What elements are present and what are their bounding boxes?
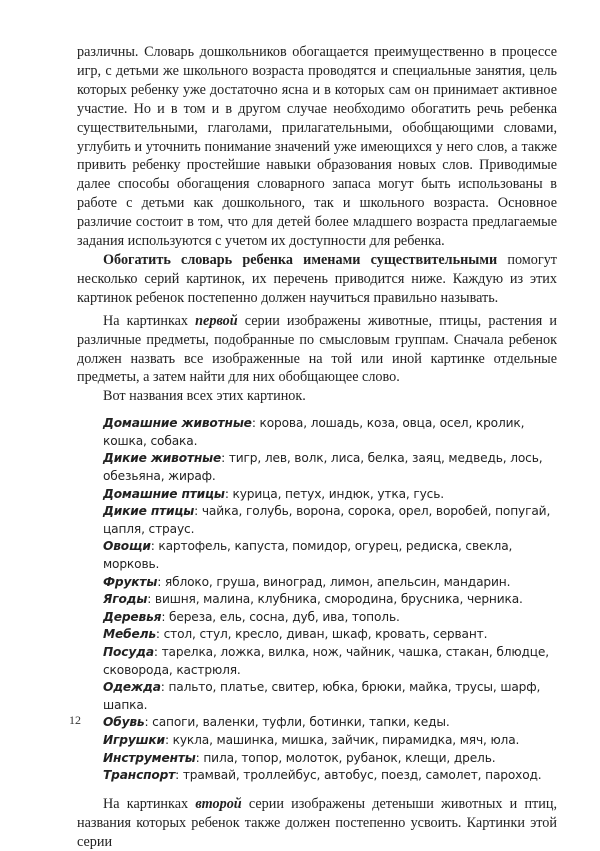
category-list xyxy=(77,415,557,784)
body-text-tail xyxy=(77,795,557,851)
category-name: Овощи xyxy=(103,539,151,554)
body-text xyxy=(77,43,557,406)
category-name: Деревья xyxy=(103,609,162,624)
category-items: : кукла, машинка, мишка, зайчик, пирамидка, мяч, юла. xyxy=(164,732,520,747)
second-series-lead: На картинках xyxy=(103,795,196,812)
first-series-text: серии изображены животные, птицы, растения и различные предметы, подобранные по смысловым группам. Сначала ребенок должен назвать все изображенные на той или иной картинке отдельные предметы, а затем найти для них обобщающее слово. xyxy=(77,312,557,386)
category-items: : корова, лошадь, коза, овца, осел, кролик, кошка, собака. xyxy=(103,416,525,448)
paragraph-nouns xyxy=(77,251,557,308)
category-line xyxy=(103,679,557,714)
page-number: 12 xyxy=(69,713,81,727)
nouns-text: помогут несколько серий картинок, их перечень приводится ниже. Каждую из этих картинок ребенок постепенно должен научиться правильно называть. xyxy=(77,251,557,306)
category-line xyxy=(103,750,557,768)
category-items: : пальто, платье, свитер, юбка, брюки, майка, трусы, шарф, шапка. xyxy=(103,680,541,712)
category-name: Игрушки xyxy=(103,732,165,747)
category-line xyxy=(103,415,557,450)
category-name: Ягоды xyxy=(103,592,148,607)
category-items: : береза, ель, сосна, дуб, ива, тополь. xyxy=(161,609,400,624)
category-name: Обувь xyxy=(103,715,145,730)
category-name: Домашние птицы xyxy=(103,486,225,501)
category-line xyxy=(103,767,557,785)
category-items: : чайка, голубь, ворона, сорока, орел, воробей, попугай, цапля, страус. xyxy=(103,504,551,536)
category-items: : пила, топор, молоток, рубанок, клещи, дрель. xyxy=(195,750,496,765)
page-content xyxy=(77,43,557,851)
category-name: Дикие птицы xyxy=(103,504,195,519)
category-items: : стол, стул, кресло, диван, шкаф, кровать, сервант. xyxy=(155,627,488,642)
category-name: Транспорт xyxy=(103,768,176,783)
first-series-emphasis: первой xyxy=(195,312,238,329)
category-items: : трамвай, троллейбус, автобус, поезд, самолет, пароход. xyxy=(175,768,542,783)
category-name: Инструменты xyxy=(103,750,196,765)
category-line xyxy=(103,609,557,627)
category-items: : вишня, малина, клубника, смородина, брусника, черника. xyxy=(147,592,523,607)
category-line xyxy=(103,714,557,732)
first-series-lead: На картинках xyxy=(103,312,196,329)
second-series-text: серии изображены детеныши животных и птиц, названия которых ребенок также должен постепенно усвоить. Картинки этой серии xyxy=(77,795,557,850)
second-series-emphasis: второй xyxy=(195,795,242,812)
paragraph-names-intro: Вот названия всех этих картинок. xyxy=(103,388,306,405)
category-name: Мебель xyxy=(103,627,156,642)
category-line xyxy=(103,486,557,504)
category-line xyxy=(103,503,557,538)
category-items: : яблоко, груша, виноград, лимон, апельсин, мандарин. xyxy=(157,574,511,589)
category-items: : тигр, лев, волк, лиса, белка, заяц, медведь, лось, обезьяна, жираф. xyxy=(103,451,543,483)
category-name: Посуда xyxy=(103,644,154,659)
category-line xyxy=(103,732,557,750)
category-line xyxy=(103,591,557,609)
paragraph-first-series xyxy=(77,312,557,388)
category-name: Одежда xyxy=(103,680,161,695)
category-name: Дикие животные xyxy=(103,451,222,466)
category-line xyxy=(103,574,557,592)
paragraph-intro: различны. Словарь дошкольников обогащается преимущественно в процессе игр, с детьми же школьного возраста проводятся и специальные занятия, цель которых ребенку уже достаточно ясна и в которых сам он принимает активное участие. Но и в том и в другом случае необходимо обогатить речь ребенка существительными, глаголами, прилагательными, обобщающими словами, углубить и уточнить понимание значений уже имеющихся у него слов, а также привить ребенку простейшие навыки образования новых слов. Приводимые далее способы обогащения словарного запаса могут быть использованы в работе с детьми как дошкольного, так и школьного возраста. Основное различие состоит в том, что для детей более младшего возраста предлагаемые задания используются с учетом их доступности для ребенка. xyxy=(77,44,557,250)
category-items: : курица, петух, индюк, утка, гусь. xyxy=(224,486,444,501)
category-name: Фрукты xyxy=(103,574,158,589)
category-name: Домашние животные xyxy=(103,416,252,431)
category-line xyxy=(103,626,557,644)
nouns-heading: Обогатить словарь ребенка именами существительными xyxy=(103,251,498,268)
category-items: : картофель, капуста, помидор, огурец, редиска, свекла, морковь. xyxy=(103,539,513,571)
paragraph-second-series xyxy=(77,795,557,851)
category-line xyxy=(103,644,557,679)
category-line xyxy=(103,450,557,485)
category-line xyxy=(103,538,557,573)
category-items: : сапоги, валенки, туфли, ботинки, тапки, кеды. xyxy=(144,715,450,730)
category-items: : тарелка, ложка, вилка, нож, чайник, чашка, стакан, блюдце, сковорода, кастрюля. xyxy=(103,644,549,677)
